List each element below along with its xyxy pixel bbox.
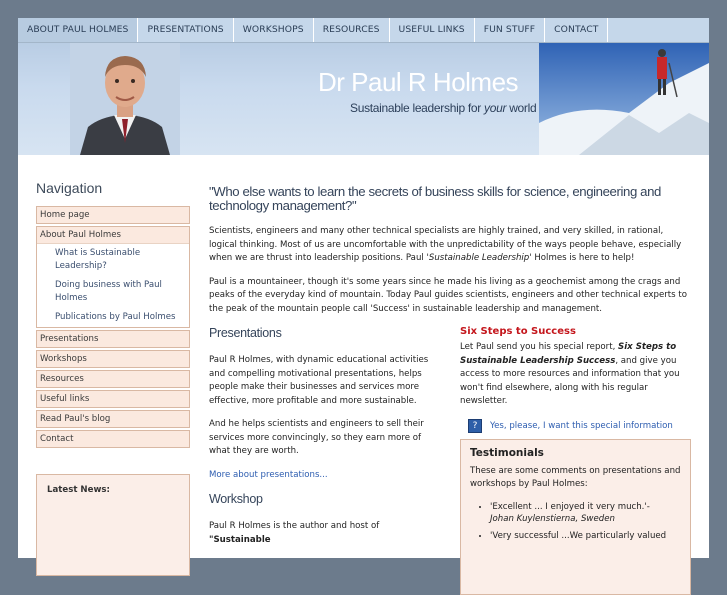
latest-news-label: Latest News: (47, 485, 110, 495)
testimonials-box (460, 439, 691, 595)
presentations-heading: Presentations (209, 326, 282, 340)
left-column (209, 326, 441, 557)
signup-row (468, 419, 691, 433)
sidebar (36, 180, 190, 576)
tab-useful-links[interactable]: USEFUL LINKS (390, 18, 475, 42)
mountaineer-photo (539, 43, 709, 155)
testimonial-quote: 'Excellent ... I enjoyed it very much.'- (490, 501, 650, 512)
presentations-paragraph-1: Paul R Holmes, with dynamic educational activities and compelling motivational presentations, helps people make their businesses and services more effective, more profitable and more sustainable. (209, 355, 429, 406)
testimonial-item (490, 530, 681, 542)
top-navigation (18, 18, 709, 43)
sidebar-group-about (36, 226, 190, 328)
sidebar-subitem-sustainable-leadership[interactable]: What is Sustainable Leadership? (55, 248, 141, 271)
sidebar-subitem-doing-business[interactable]: Doing business with Paul Holmes (55, 280, 162, 303)
sidebar-item-blog[interactable]: Read Paul's blog (36, 410, 190, 428)
site-title: Dr Paul R Holmes (318, 67, 519, 97)
presentations-link-row (209, 469, 441, 483)
presentations-paragraph-2: And he helps scientists and engineers to sell their services more convincingly, so they earn more of what they are worth. (209, 419, 424, 456)
sidebar-subitem-publications[interactable]: Publications by Paul Holmes (55, 312, 176, 322)
portrait-photo (70, 43, 180, 155)
tab-resources[interactable]: RESOURCES (314, 18, 390, 42)
six-steps-text-pre: Let Paul send you his special report, (460, 342, 619, 352)
subtitle-post: world (506, 101, 537, 115)
site-subtitle (350, 101, 536, 115)
sidebar-heading: Navigation (36, 180, 103, 196)
subtitle-pre: Sustainable leadership for (350, 101, 484, 115)
tab-contact[interactable]: CONTACT (545, 18, 608, 42)
intro-text-post: Holmes is here to help! (531, 253, 635, 263)
header-banner (18, 43, 709, 155)
question-mark-icon[interactable]: ? (468, 419, 482, 433)
latest-news-box (36, 474, 190, 576)
main-content (209, 184, 691, 545)
signup-link[interactable]: Yes, please, I want this special information (490, 420, 673, 431)
sidebar-item-about[interactable]: About Paul Holmes (37, 227, 189, 244)
intro-text-emphasis: 'Sustainable Leadership' (426, 253, 532, 263)
six-steps-report-title: Six Steps to Sustainable Leadership Success (460, 342, 677, 366)
six-steps-text-post: , and give you access to more resources and information that you won't find elsewhere, along with his regular newsletter. (460, 355, 680, 406)
intro-paragraph (209, 225, 691, 266)
six-steps-paragraph (460, 341, 691, 409)
sidebar-item-presentations[interactable]: Presentations (36, 330, 190, 348)
page-headline: "Who else wants to learn the secrets of business skills for science, engineering and technology management?" (209, 184, 661, 213)
tab-fun-stuff[interactable]: FUN STUFF (475, 18, 545, 42)
workshop-text-bold: "Sustainable (209, 534, 271, 545)
testimonials-list (470, 501, 681, 542)
more-presentations-link[interactable]: More about presentations... (209, 469, 328, 480)
subtitle-emphasis: your (484, 101, 507, 115)
sidebar-item-home[interactable]: Home page (36, 206, 190, 224)
intro-text-pre: Scientists, engineers and many other technical specialists are highly trained, and very skilled, in rational, logical thinking. Most of us are uncomfortable with the unpredictability of the ways people behave, especially when we are thrust into leadership positions. Paul (209, 226, 682, 263)
mountaineer-paragraph: Paul is a mountaineer, though it's some years since he made his living as a geochemist among the crags and peaks of the everyday kind of mountain. Today Paul guides scientists, engineers and other technical experts to the peak of the mountain people call 'Success' in sustainable leadership and management. (209, 276, 687, 314)
workshop-paragraph (209, 520, 441, 547)
sidebar-item-resources[interactable]: Resources (36, 370, 190, 388)
testimonial-quote: 'Very successful ...We particularly valued (490, 530, 667, 541)
testimonials-intro: These are some comments on presentations and workshops by Paul Holmes: (470, 465, 681, 489)
testimonial-item (490, 501, 681, 525)
six-steps-heading: Six Steps to Success (460, 326, 576, 337)
sidebar-item-contact[interactable]: Contact (36, 430, 190, 448)
sidebar-item-useful-links[interactable]: Useful links (36, 390, 190, 408)
testimonial-author: Johan Kuylenstierna, Sweden (490, 513, 615, 524)
page (18, 18, 709, 558)
testimonials-heading: Testimonials (470, 446, 544, 459)
workshop-heading: Workshop (209, 492, 263, 506)
sidebar-item-workshops[interactable]: Workshops (36, 350, 190, 368)
tab-about-paul-holmes[interactable]: ABOUT PAUL HOLMES (18, 18, 138, 42)
right-column (460, 326, 691, 595)
tab-workshops[interactable]: WORKSHOPS (234, 18, 314, 42)
tab-presentations[interactable]: PRESENTATIONS (138, 18, 233, 42)
workshop-text: Paul R Holmes is the author and host of (209, 521, 380, 531)
